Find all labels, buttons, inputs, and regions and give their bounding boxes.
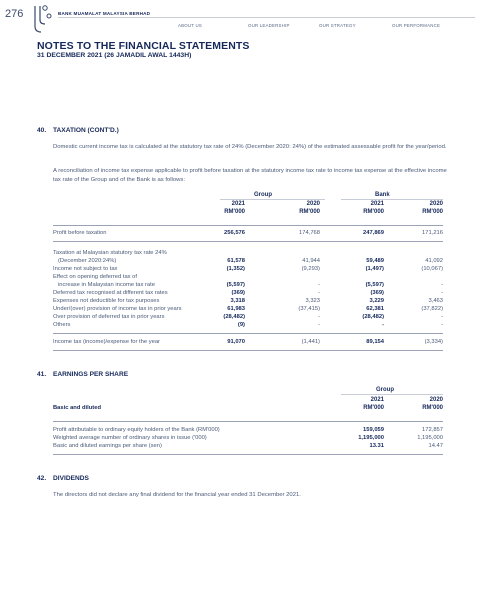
bank-name: BANK MUAMALAT MALAYSIA BERHAD [58, 11, 151, 16]
income-tax-total-value: (3,334) [424, 339, 443, 345]
table-cell: (369) [231, 290, 245, 296]
tax-year-col-4: 2020 [429, 201, 443, 207]
eps-table-rule-1 [53, 421, 443, 422]
table-cell: 3,323 [305, 298, 320, 304]
table-cell: 159,059 [363, 427, 384, 433]
table-cell: (5,597) [226, 282, 245, 288]
eps-group-header: Group [376, 387, 394, 393]
page-number: 276 [5, 8, 24, 20]
page-title: NOTES TO THE FINANCIAL STATEMENTS [37, 40, 250, 52]
bank-header-underline [341, 199, 443, 200]
table-cell: 1,195,000 [358, 435, 384, 441]
profit-before-tax-label: Profit before taxation [53, 230, 107, 236]
table-cell: 13.31 [369, 443, 384, 449]
section-40-title: TAXATION (CONT'D.) [53, 127, 119, 134]
tax-year-col-3: 2021 [370, 201, 384, 207]
section-42-title: DIVIDENDS [53, 475, 89, 482]
table-cell: 14.47 [428, 443, 443, 449]
eps-year-col-2: 2020 [429, 397, 443, 403]
table-cell: 62,381 [366, 306, 384, 312]
table-row-label: Deferred tax recognised at different tax rates [53, 290, 168, 296]
table-cell: (28,482) [223, 314, 245, 320]
page-subtitle: 31 DECEMBER 2021 (26 JAMADIL AWAL 1443H) [37, 52, 192, 59]
nav-about-us[interactable]: ABOUT US [178, 23, 202, 28]
table-cell: (10,067) [421, 266, 443, 272]
section-40-number: 40. [37, 127, 47, 134]
table-cell: (28,482) [362, 314, 384, 320]
table-row-label: increase in Malaysian income tax rate [58, 282, 155, 288]
table-cell: - [318, 322, 320, 328]
eps-basic-diluted-label: Basic and diluted [53, 405, 101, 411]
table-cell: 61,578 [227, 258, 245, 264]
table-row-label: Over provision of deferred tax in prior years [53, 314, 165, 320]
profit-before-tax-value: 247,869 [363, 230, 384, 236]
table-cell: 1,195,000 [417, 435, 443, 441]
table-cell: (1,352) [226, 266, 245, 272]
table-cell: (9,293) [301, 266, 320, 272]
eps-table-rule-2 [53, 454, 443, 455]
table-cell: 59,489 [366, 258, 384, 264]
group-header-underline [220, 199, 325, 200]
table-cell: - [441, 314, 443, 320]
eps-year-col-1: 2021 [370, 397, 384, 403]
nav-our-leadership[interactable]: OUR LEADERSHIP [248, 23, 290, 28]
eps-unit-col-1: RM'000 [363, 405, 384, 411]
section-40-paragraph-2: A reconciliation of income tax expense applicable to profit before taxation at the statutory income tax rate to income tax expense at the effective income tax rate of the Group and of the Bank is as follows: [53, 168, 447, 183]
table-cell: 41,944 [302, 258, 320, 264]
table-cell: - [441, 282, 443, 288]
table-cell: 61,983 [227, 306, 245, 312]
table-cell: (37,822) [421, 306, 443, 312]
table-cell: - [318, 282, 320, 288]
tax-group-header: Group [254, 192, 272, 198]
tax-bank-header: Bank [375, 192, 390, 198]
table-cell: 172,857 [422, 427, 443, 433]
table-row-label: Basic and diluted earnings per share (sen) [53, 443, 162, 449]
income-tax-total-value: (1,441) [301, 339, 320, 345]
eps-group-underline [341, 394, 443, 395]
tax-unit-col-4: RM'000 [422, 209, 443, 215]
section-41-title: EARNINGS PER SHARE [53, 371, 129, 378]
section-40-paragraph-1: Domestic current income tax is calculated at the statutory tax rate of 24% (December 2020: 24%) of the estimated assessable profit for the year/period. [53, 144, 447, 150]
tax-unit-col-1: RM'000 [224, 209, 245, 215]
section-42-paragraph: The directors did not declare any final dividend for the financial year ended 31 December 2021. [53, 492, 301, 498]
table-cell: - [318, 314, 320, 320]
tax-table-rule-2 [53, 241, 443, 242]
tax-unit-col-2: RM'000 [299, 209, 320, 215]
income-tax-total-label: Income tax (income)/expense for the year [53, 339, 160, 345]
table-cell: 3,318 [230, 298, 245, 304]
tax-table-rule-1 [53, 225, 443, 226]
table-cell: (9) [237, 322, 245, 328]
table-row-label: Others [53, 322, 71, 328]
table-cell: - [441, 290, 443, 296]
table-row-label: Effect on opening deferred tax of [53, 274, 138, 280]
tax-table-rule-3 [53, 333, 443, 334]
section-42-number: 42. [37, 475, 47, 482]
profit-before-tax-value: 174,768 [299, 230, 320, 236]
tax-year-col-2: 2020 [306, 201, 320, 207]
income-tax-total-value: 91,070 [227, 339, 245, 345]
table-cell: (5,597) [365, 282, 384, 288]
table-cell: (37,415) [298, 306, 320, 312]
bank-logo-icon [27, 4, 53, 34]
table-row-label: Taxation at Malaysian statutory tax rate 24% [53, 250, 167, 256]
tax-table-rule-4 [53, 350, 443, 351]
table-cell: 41,092 [425, 258, 443, 264]
profit-before-tax-value: 256,576 [224, 230, 245, 236]
table-cell: - [441, 322, 443, 328]
table-cell: 3,463 [428, 298, 443, 304]
table-cell: - [318, 290, 320, 296]
table-row-label: Weighted average number of ordinary shares in issue ('000) [53, 435, 207, 441]
table-cell: (369) [370, 290, 384, 296]
tax-year-col-1: 2021 [231, 201, 245, 207]
income-tax-total-value: 89,154 [366, 339, 384, 345]
table-cell: - [382, 322, 384, 328]
table-row-label: Income not subject to tax [53, 266, 118, 272]
nav-our-performance[interactable]: OUR PERFORMANCE [392, 23, 441, 28]
table-cell: 3,229 [369, 298, 384, 304]
table-row-label: Under/(over) provision of income tax in prior years [53, 306, 182, 312]
header-divider [58, 17, 475, 18]
eps-unit-col-2: RM'000 [422, 405, 443, 411]
nav-our-strategy[interactable]: OUR STRATEGY [319, 23, 356, 28]
table-row-label: (December 2020:24%) [58, 258, 117, 264]
tax-unit-col-3: RM'000 [363, 209, 384, 215]
profit-before-tax-value: 171,216 [422, 230, 443, 236]
section-41-number: 41. [37, 371, 47, 378]
table-row-label: Profit attributable to ordinary equity holders of the Bank (RM'000) [53, 427, 220, 433]
table-row-label: Expenses not deductible for tax purposes [53, 298, 160, 304]
table-cell: (1,497) [365, 266, 384, 272]
